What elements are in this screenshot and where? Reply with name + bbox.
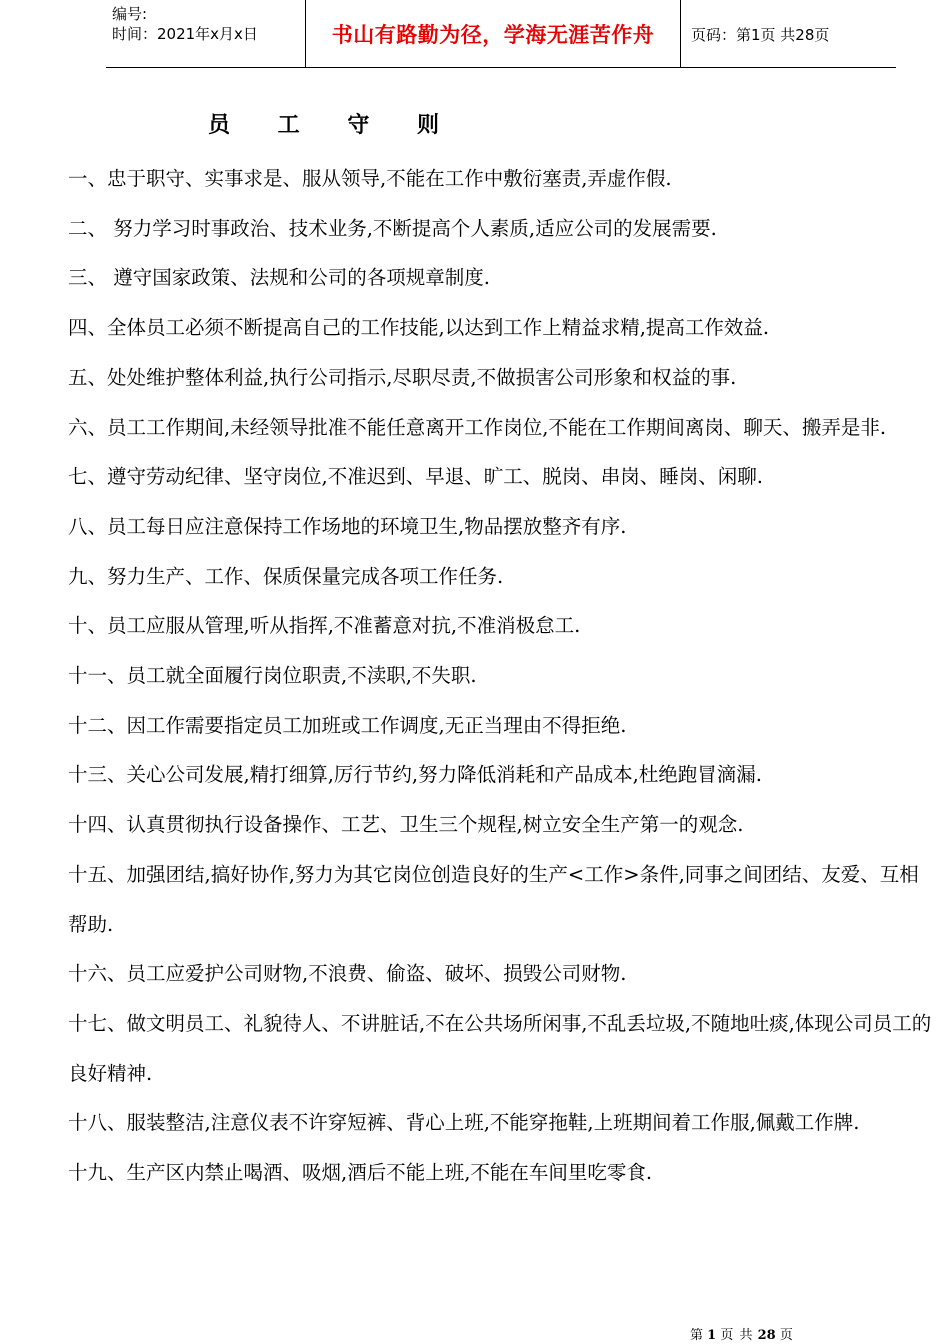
rule-item: 十八、服装整洁,注意仪表不许穿短裤、背心上班,不能穿拖鞋,上班期间着工作服,佩戴工作牌. [68,1111,860,1135]
footer-middle: 页 共 [720,1328,754,1343]
rule-item: 七、遵守劳动纪律、坚守岗位,不准迟到、早退、旷工、脱岗、串岗、睡岗、闲聊. [68,465,763,489]
footer-total-pages: 28 [757,1328,776,1343]
page-footer [690,1324,793,1343]
rule-item: 八、员工每日应注意保持工作场地的环境卫生,物品摆放整齐有序. [68,514,627,538]
footer-prefix: 第 [690,1328,704,1343]
document-number-label: 编号: [112,5,148,23]
rule-item: 十九、生产区内禁止喝酒、吸烟,酒后不能上班,不能在车间里吃零食. [68,1161,653,1185]
footer-suffix: 页 [779,1328,793,1343]
rule-item: 十、员工应服从管理,听从指挥,不准蓄意对抗,不准消极怠工. [68,614,581,638]
rules-list [68,154,936,1198]
rule-item: 九、努力生产、工作、保质保量完成各项工作任务. [68,564,504,588]
rule-item: 十六、员工应爱护公司财物,不浪费、偷盗、破坏、损毁公司财物. [68,962,627,986]
header-page-info: 页码：第1页 共28页 [691,25,830,44]
page-header [106,0,896,68]
rule-item: 三、 遵守国家政策、法规和公司的各项规章制度. [68,266,490,290]
header-meta [106,0,306,68]
rule-item: 六、员工工作期间,未经领导批准不能任意离开工作岗位,不能在工作期间离岗、聊天、搬弄是非. [68,415,887,439]
rule-item: 十七、做文明员工、礼貌待人、不讲脏话,不在公共场所闲事,不乱丢垃圾,不随地吐痰,体现公司员工的良好精神. [68,1011,932,1085]
rule-item: 十二、因工作需要指定员工加班或工作调度,无正当理由不得拒绝. [68,713,627,737]
rule-item: 五、处处维护整体利益,执行公司指示,尽职尽责,不做损害公司形象和权益的事. [68,365,737,389]
footer-page-number: 1 [707,1328,717,1343]
rule-item: 十五、加强团结,搞好协作,努力为其它岗位创造良好的生产<工作>条件,同事之间团结、友爱、互相帮助. [68,862,919,936]
rule-item: 十一、员工就全面履行岗位职责,不渎职,不失职. [68,664,477,688]
document-title: 员 工 守 则 [208,112,459,138]
rule-item: 一、忠于职守、实事求是、服从领导,不能在工作中敷衍塞责,弄虚作假. [68,167,672,190]
rule-item: 十三、关心公司发展,精打细算,厉行节约,努力降低消耗和产品成本,杜绝跑冒滴漏. [68,763,762,787]
rule-item: 二、 努力学习时事政治、技术业务,不断提高个人素质,适应公司的发展需要. [68,216,717,240]
header-motto: 书山有路勤为径，学海无涯苦作舟 [306,0,681,68]
document-time: 时间：2021年x月x日 [112,25,258,43]
rule-item: 十四、认真贯彻执行设备操作、工艺、卫生三个规程,树立安全生产第一的观念. [68,813,744,837]
rule-item: 四、全体员工必须不断提高自己的工作技能,以达到工作上精益求精,提高工作效益. [68,316,770,340]
